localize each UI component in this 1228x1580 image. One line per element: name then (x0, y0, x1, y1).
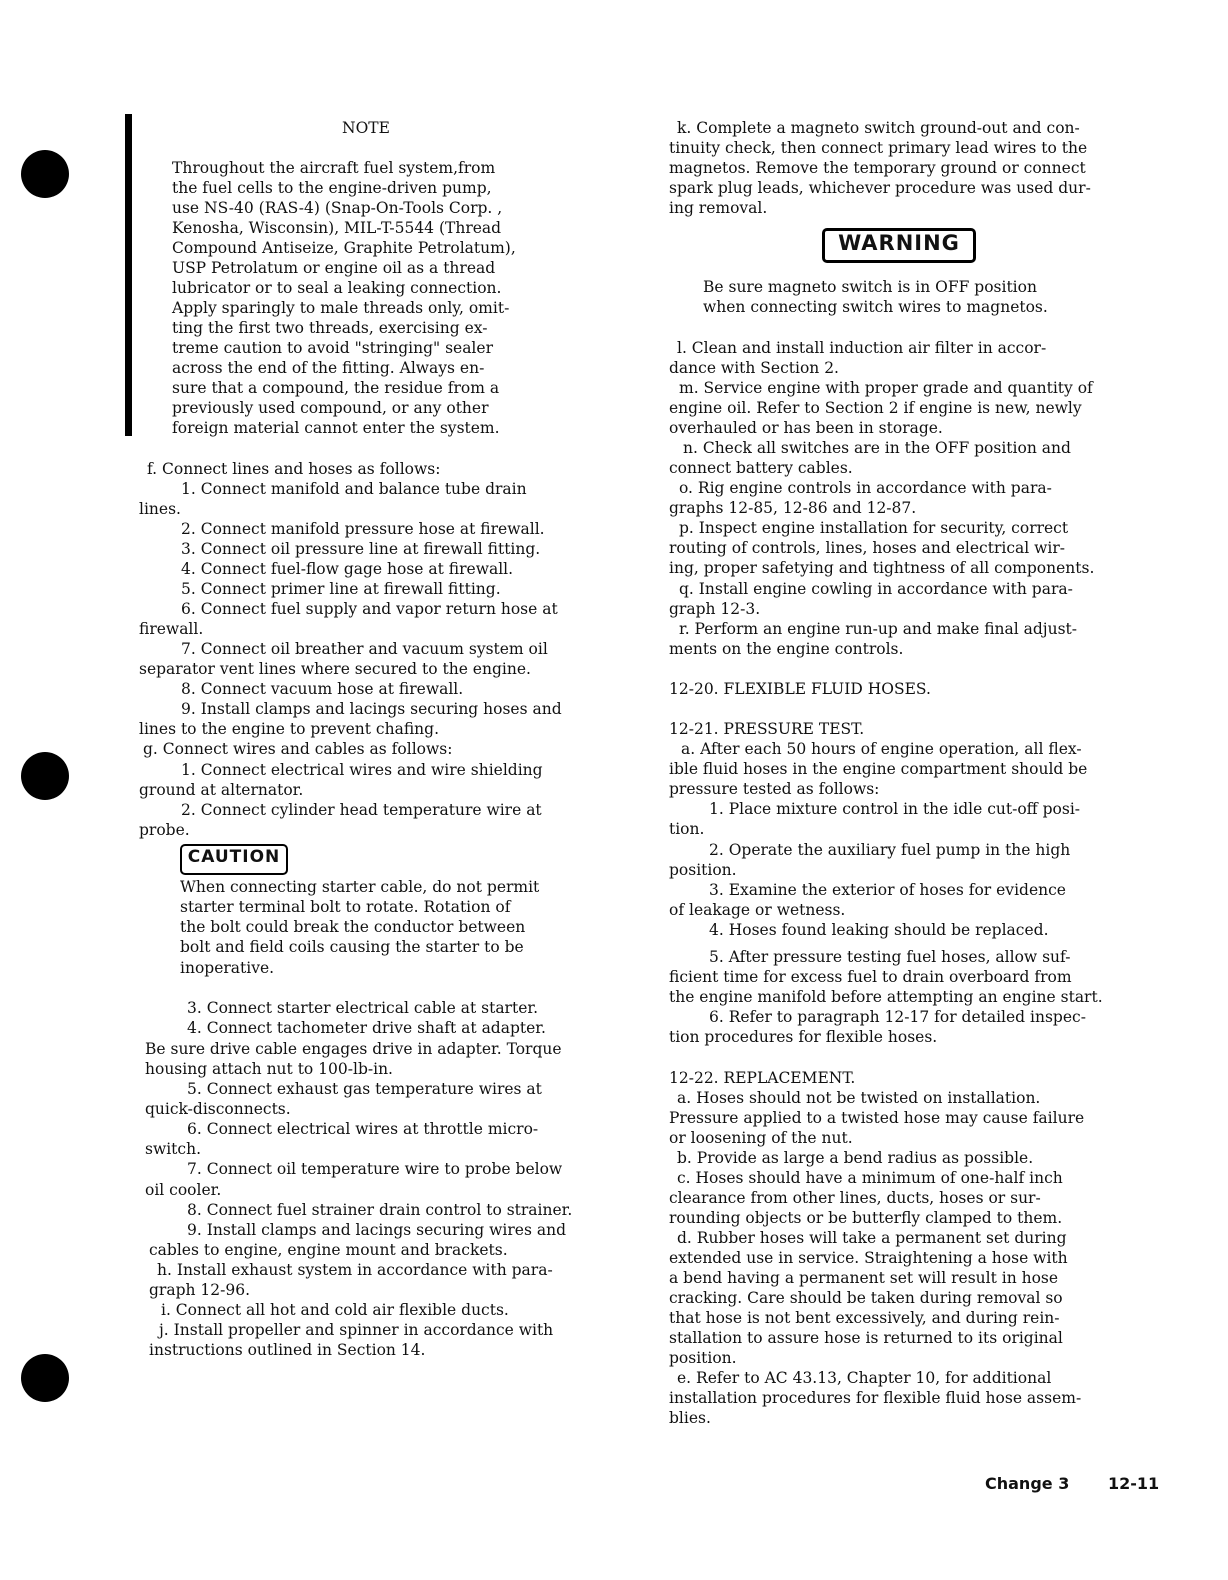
list-item: c. Hoses should have a minimum of one-half inch (677, 1169, 1063, 1187)
list-item: a. Hoses should not be twisted on installation. (677, 1089, 1041, 1107)
list-item: 1. Connect electrical wires and wire shielding (181, 761, 543, 779)
caution-line: When connecting starter cable, do not permit (180, 878, 540, 896)
list-item: 5. Connect exhaust gas temperature wires at (187, 1080, 542, 1098)
list-item: pressure tested as follows: (669, 780, 880, 798)
list-item: e. Refer to AC 43.13, Chapter 10, for additional (677, 1369, 1052, 1387)
list-item: ments on the engine controls. (669, 640, 904, 658)
note-line: USP Petrolatum or engine oil as a thread (172, 259, 496, 277)
note-line: ting the first two threads, exercising ex- (172, 319, 488, 337)
change-bar (125, 114, 132, 436)
note-line: Throughout the aircraft fuel system,from (172, 159, 496, 177)
list-item: switch. (145, 1140, 201, 1158)
page-number: 12-11 (1108, 1474, 1160, 1493)
list-item: n. Check all switches are in the OFF position and (683, 439, 1071, 457)
list-item: g. Connect wires and cables as follows: (143, 740, 453, 758)
list-item: d. Rubber hoses will take a permanent set during (677, 1229, 1067, 1247)
note-line: lubricator or to seal a leaking connection. (172, 279, 502, 297)
list-item: 2. Operate the auxiliary fuel pump in the high (709, 841, 1071, 859)
list-item: or loosening of the nut. (669, 1129, 853, 1147)
list-item: 3. Connect oil pressure line at firewall fitting. (181, 540, 541, 558)
note-line: Compound Antiseize, Graphite Petrolatum), (172, 239, 516, 257)
list-item: blies. (669, 1409, 711, 1427)
list-item: l. Clean and install induction air filter in accor- (677, 339, 1047, 357)
caution-line: bolt and field coils causing the starter to be (180, 938, 524, 956)
list-item: a. After each 50 hours of engine operation, all flex- (681, 740, 1082, 758)
list-item: tion. (669, 820, 705, 838)
list-item: that hose is not bent excessively, and during rein- (669, 1309, 1060, 1327)
list-item: quick-disconnects. (145, 1100, 291, 1118)
list-item: 3. Connect starter electrical cable at starter. (187, 999, 539, 1017)
list-item: r. Perform an engine run-up and make final adjust- (679, 620, 1078, 638)
list-item: cables to engine, engine mount and brackets. (149, 1241, 508, 1259)
section-heading: 12-20. FLEXIBLE FLUID HOSES. (669, 680, 931, 698)
note-line: the fuel cells to the engine-driven pump, (172, 179, 492, 197)
list-item: engine oil. Refer to Section 2 if engine is new, newly (669, 399, 1082, 417)
list-item: k. Complete a magneto switch ground-out and con- (677, 119, 1080, 137)
warning-line: when connecting switch wires to magnetos. (703, 298, 1048, 316)
list-item: 6. Connect electrical wires at throttle micro- (187, 1120, 539, 1138)
list-item: the engine manifold before attempting an engine start. (669, 988, 1103, 1006)
list-item: f. Connect lines and hoses as follows: (147, 460, 441, 478)
note-line: use NS-40 (RAS-4) (Snap-On-Tools Corp. , (172, 199, 503, 217)
warning-label: WARNING (822, 228, 976, 263)
binder-hole-bottom (21, 1354, 69, 1402)
list-item: position. (669, 861, 737, 879)
list-item: installation procedures for flexible fluid hose assem- (669, 1389, 1082, 1407)
list-item: spark plug leads, whichever procedure was used dur- (669, 179, 1091, 197)
note-line: Apply sparingly to male threads only, omit- (172, 299, 510, 317)
list-item: cracking. Care should be taken during removal so (669, 1289, 1063, 1307)
list-item: ground at alternator. (139, 781, 304, 799)
list-item: extended use in service. Straightening a hose with (669, 1249, 1068, 1267)
note-line: across the end of the fitting. Always en- (172, 359, 485, 377)
list-item: Pressure applied to a twisted hose may cause failure (669, 1109, 1085, 1127)
list-item: ing removal. (669, 199, 768, 217)
list-item: 1. Place mixture control in the idle cut-off posi- (709, 800, 1081, 818)
list-item: 5. Connect primer line at firewall fitting. (181, 580, 501, 598)
caution-line: inoperative. (180, 959, 275, 977)
list-item: tion procedures for flexible hoses. (669, 1028, 938, 1046)
list-item: 4. Connect fuel-flow gage hose at firewall. (181, 560, 514, 578)
list-item: 2. Connect cylinder head temperature wire at (181, 801, 542, 819)
list-item: dance with Section 2. (669, 359, 839, 377)
note-title: NOTE (342, 119, 390, 137)
list-item: 5. After pressure testing fuel hoses, allow suf- (709, 948, 1071, 966)
caution-label: CAUTION (180, 844, 288, 875)
note-line: previously used compound, or any other (172, 399, 489, 417)
list-item: 9. Install clamps and lacings securing wires and (187, 1221, 566, 1239)
list-item: lines to the engine to prevent chafing. (139, 720, 440, 738)
list-item: Be sure drive cable engages drive in adapter. Torque (145, 1040, 562, 1058)
list-item: 4. Connect tachometer drive shaft at adapter. (187, 1019, 546, 1037)
list-item: a bend having a permanent set will result in hose (669, 1269, 1059, 1287)
change-number: Change 3 (985, 1474, 1070, 1493)
list-item: ing, proper safetying and tightness of all components. (669, 559, 1095, 577)
list-item: 1. Connect manifold and balance tube drain (181, 480, 527, 498)
list-item: i. Connect all hot and cold air flexible ducts. (161, 1301, 509, 1319)
list-item: j. Install propeller and spinner in accordance with (159, 1321, 554, 1339)
list-item: probe. (139, 821, 190, 839)
list-item: oil cooler. (145, 1181, 222, 1199)
list-item: graphs 12-85, 12-86 and 12-87. (669, 499, 917, 517)
list-item: routing of controls, lines, hoses and electrical wir- (669, 539, 1065, 557)
list-item: rounding objects or be butterfly clamped to them. (669, 1209, 1063, 1227)
list-item: p. Inspect engine installation for security, correct (679, 519, 1069, 537)
list-item: position. (669, 1349, 737, 1367)
caution-line: starter terminal bolt to rotate. Rotation of (180, 898, 511, 916)
note-line: treme caution to avoid "stringing" sealer (172, 339, 493, 357)
caution-line: the bolt could break the conductor between (180, 918, 526, 936)
list-item: 2. Connect manifold pressure hose at firewall. (181, 520, 545, 538)
list-item: q. Install engine cowling in accordance with para- (679, 580, 1073, 598)
list-item: ible fluid hoses in the engine compartment should be (669, 760, 1088, 778)
section-heading: 12-22. REPLACEMENT. (669, 1069, 856, 1087)
list-item: connect battery cables. (669, 459, 853, 477)
list-item: overhauled or has been in storage. (669, 419, 943, 437)
list-item: magnetos. Remove the temporary ground or connect (669, 159, 1086, 177)
warning-line: Be sure magneto switch is in OFF position (703, 278, 1037, 296)
note-line: Kenosha, Wisconsin), MIL-T-5544 (Thread (172, 219, 502, 237)
note-line: sure that a compound, the residue from a (172, 379, 500, 397)
list-item: 4. Hoses found leaking should be replaced. (709, 921, 1049, 939)
list-item: 3. Examine the exterior of hoses for evidence (709, 881, 1066, 899)
binder-hole-middle (21, 752, 69, 800)
list-item: graph 12-96. (149, 1281, 251, 1299)
section-heading: 12-21. PRESSURE TEST. (669, 720, 865, 738)
list-item: 7. Connect oil breather and vacuum system oil (181, 640, 548, 658)
list-item: separator vent lines where secured to the engine. (139, 660, 531, 678)
list-item: 8. Connect vacuum hose at firewall. (181, 680, 464, 698)
binder-hole-top (21, 150, 69, 198)
list-item: housing attach nut to 100-lb-in. (145, 1060, 393, 1078)
list-item: 9. Install clamps and lacings securing hoses and (181, 700, 562, 718)
list-item: graph 12-3. (669, 600, 761, 618)
list-item: b. Provide as large a bend radius as possible. (677, 1149, 1034, 1167)
list-item: ficient time for excess fuel to drain overboard from (669, 968, 1072, 986)
list-item: firewall. (139, 620, 204, 638)
list-item: tinuity check, then connect primary lead wires to the (669, 139, 1088, 157)
list-item: of leakage or wetness. (669, 901, 846, 919)
list-item: 7. Connect oil temperature wire to probe below (187, 1160, 563, 1178)
list-item: 8. Connect fuel strainer drain control to strainer. (187, 1201, 573, 1219)
note-line: foreign material cannot enter the system. (172, 419, 500, 437)
list-item: h. Install exhaust system in accordance with para- (157, 1261, 553, 1279)
list-item: 6. Connect fuel supply and vapor return hose at (181, 600, 558, 618)
list-item: m. Service engine with proper grade and quantity of (679, 379, 1093, 397)
list-item: 6. Refer to paragraph 12-17 for detailed inspec- (709, 1008, 1086, 1026)
list-item: o. Rig engine controls in accordance with para- (679, 479, 1052, 497)
list-item: clearance from other lines, ducts, hoses or sur- (669, 1189, 1041, 1207)
list-item: instructions outlined in Section 14. (149, 1341, 426, 1359)
list-item: lines. (139, 500, 181, 518)
list-item: stallation to assure hose is returned to its original (669, 1329, 1063, 1347)
